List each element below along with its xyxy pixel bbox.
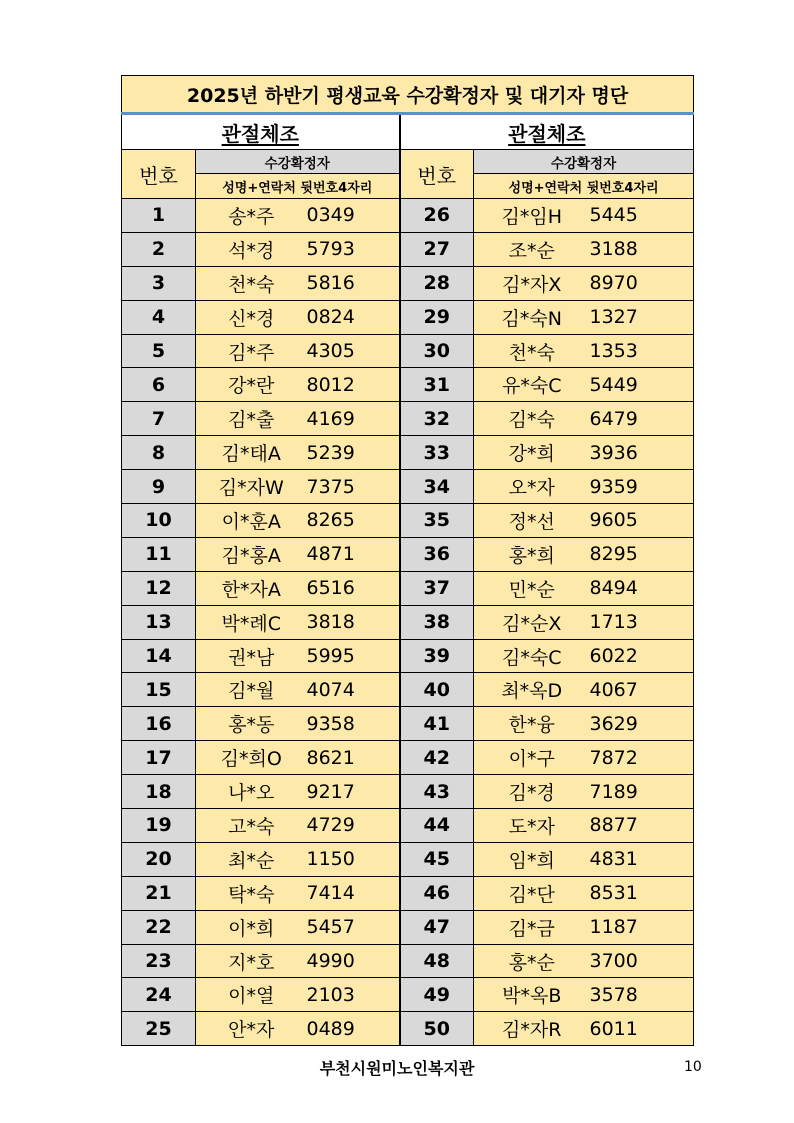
member-name bbox=[196, 1012, 307, 1046]
row-number: 27 bbox=[400, 232, 474, 266]
member-name-text: 최*옥D bbox=[501, 680, 563, 703]
member-name-text: 박*례C bbox=[221, 612, 281, 635]
phone-last4: 5457 bbox=[307, 910, 400, 944]
member-name bbox=[196, 876, 307, 910]
row-number: 9 bbox=[122, 470, 196, 504]
table-row bbox=[122, 368, 694, 402]
phone-last4: 8265 bbox=[307, 504, 400, 538]
member-name bbox=[474, 944, 590, 978]
member-name bbox=[474, 504, 590, 538]
right-info-header: 성명+연락처 뒷번호4자리 bbox=[474, 174, 694, 199]
row-number: 16 bbox=[122, 707, 196, 741]
row-number: 24 bbox=[122, 978, 196, 1012]
member-name bbox=[196, 605, 307, 639]
row-number: 48 bbox=[400, 944, 474, 978]
phone-last4: 0489 bbox=[307, 1012, 400, 1046]
phone-last4: 6011 bbox=[590, 1012, 694, 1046]
member-name-text: 정*선 bbox=[508, 510, 555, 533]
row-number: 35 bbox=[400, 504, 474, 538]
row-number: 15 bbox=[122, 673, 196, 707]
member-name-text: 김*순X bbox=[502, 612, 562, 635]
row-number: 34 bbox=[400, 470, 474, 504]
row-number: 37 bbox=[400, 571, 474, 605]
member-name bbox=[196, 402, 307, 436]
right-number-header: 번호 bbox=[400, 150, 474, 199]
member-name-text: 김*숙 bbox=[508, 409, 555, 432]
member-name-text: 임*희 bbox=[508, 849, 555, 872]
table-row bbox=[122, 910, 694, 944]
phone-last4: 7872 bbox=[590, 741, 694, 775]
table-row bbox=[122, 809, 694, 843]
row-number: 39 bbox=[400, 639, 474, 673]
row-number: 5 bbox=[122, 334, 196, 368]
member-name bbox=[196, 673, 307, 707]
phone-last4: 6479 bbox=[590, 402, 694, 436]
row-number: 32 bbox=[400, 402, 474, 436]
phone-last4: 5449 bbox=[590, 368, 694, 402]
row-number: 14 bbox=[122, 639, 196, 673]
member-name-text: 신*경 bbox=[228, 307, 275, 330]
row-number: 19 bbox=[122, 809, 196, 843]
table-row bbox=[122, 199, 694, 233]
member-name-text: 이*열 bbox=[228, 985, 275, 1008]
row-number: 12 bbox=[122, 571, 196, 605]
member-name bbox=[474, 571, 590, 605]
member-name-text: 오*자 bbox=[508, 477, 555, 500]
row-number: 7 bbox=[122, 402, 196, 436]
table-row bbox=[122, 334, 694, 368]
member-name-text: 강*란 bbox=[228, 375, 275, 398]
member-name-text: 김*임H bbox=[501, 205, 562, 228]
member-name bbox=[474, 334, 590, 368]
member-name bbox=[474, 300, 590, 334]
phone-last4: 4305 bbox=[307, 334, 400, 368]
member-name-text: 한*자A bbox=[221, 578, 281, 601]
member-name bbox=[196, 639, 307, 673]
member-name-text: 민*순 bbox=[508, 578, 555, 601]
member-name-text: 홍*순 bbox=[508, 951, 555, 974]
member-name bbox=[474, 876, 590, 910]
member-name bbox=[196, 775, 307, 809]
row-number: 18 bbox=[122, 775, 196, 809]
phone-last4: 8295 bbox=[590, 537, 694, 571]
member-name-text: 천*숙 bbox=[228, 273, 275, 296]
row-number: 29 bbox=[400, 300, 474, 334]
phone-last4: 3700 bbox=[590, 944, 694, 978]
member-name-text: 강*희 bbox=[508, 443, 555, 466]
row-number: 40 bbox=[400, 673, 474, 707]
phone-last4: 7189 bbox=[590, 775, 694, 809]
phone-last4: 4729 bbox=[307, 809, 400, 843]
member-name-text: 한*융 bbox=[508, 714, 555, 737]
row-number: 46 bbox=[400, 876, 474, 910]
left-info-header: 성명+연락처 뒷번호4자리 bbox=[196, 174, 400, 199]
member-name bbox=[196, 741, 307, 775]
table-row bbox=[122, 944, 694, 978]
member-name bbox=[474, 741, 590, 775]
phone-last4: 6022 bbox=[590, 639, 694, 673]
row-number: 30 bbox=[400, 334, 474, 368]
row-number: 33 bbox=[400, 436, 474, 470]
member-name bbox=[196, 470, 307, 504]
member-name-text: 김*홍A bbox=[221, 544, 281, 567]
row-number: 25 bbox=[122, 1012, 196, 1046]
phone-last4: 7375 bbox=[307, 470, 400, 504]
row-number: 28 bbox=[400, 266, 474, 300]
right-confirmed-header: 수강확정자 bbox=[474, 150, 694, 174]
row-number: 47 bbox=[400, 910, 474, 944]
row-number: 45 bbox=[400, 842, 474, 876]
phone-last4: 8970 bbox=[590, 266, 694, 300]
phone-last4: 1327 bbox=[590, 300, 694, 334]
row-number: 31 bbox=[400, 368, 474, 402]
member-name-text: 이*훈A bbox=[221, 510, 281, 533]
member-name-text: 김*자R bbox=[502, 1019, 562, 1042]
member-name bbox=[474, 199, 590, 233]
phone-last4: 0824 bbox=[307, 300, 400, 334]
phone-last4: 3818 bbox=[307, 605, 400, 639]
table-row bbox=[122, 232, 694, 266]
table-row bbox=[122, 436, 694, 470]
member-name bbox=[474, 232, 590, 266]
member-name bbox=[196, 571, 307, 605]
member-name-text: 김*금 bbox=[508, 917, 555, 940]
row-number: 43 bbox=[400, 775, 474, 809]
member-name bbox=[196, 910, 307, 944]
member-name-text: 송*주 bbox=[228, 205, 275, 228]
phone-last4: 5793 bbox=[307, 232, 400, 266]
phone-last4: 1150 bbox=[307, 842, 400, 876]
member-name bbox=[474, 978, 590, 1012]
member-name bbox=[474, 436, 590, 470]
row-number: 2 bbox=[122, 232, 196, 266]
table-row bbox=[122, 605, 694, 639]
row-number: 44 bbox=[400, 809, 474, 843]
member-name-text: 홍*희 bbox=[508, 544, 555, 567]
row-number: 17 bbox=[122, 741, 196, 775]
row-number: 23 bbox=[122, 944, 196, 978]
member-name-text: 김*경 bbox=[508, 782, 555, 805]
member-name bbox=[474, 707, 590, 741]
member-name-text: 김*자X bbox=[502, 273, 562, 296]
table-row bbox=[122, 673, 694, 707]
phone-last4: 3629 bbox=[590, 707, 694, 741]
phone-last4: 0349 bbox=[307, 199, 400, 233]
phone-last4: 1713 bbox=[590, 605, 694, 639]
phone-last4: 6516 bbox=[307, 571, 400, 605]
member-name bbox=[474, 910, 590, 944]
member-name bbox=[474, 639, 590, 673]
member-name-text: 김*자W bbox=[218, 477, 284, 500]
member-name-text: 박*옥B bbox=[502, 985, 562, 1008]
member-name-text: 김*태A bbox=[221, 443, 281, 466]
table-row bbox=[122, 266, 694, 300]
member-name bbox=[196, 809, 307, 843]
row-number: 4 bbox=[122, 300, 196, 334]
phone-last4: 1187 bbox=[590, 910, 694, 944]
phone-last4: 8494 bbox=[590, 571, 694, 605]
member-name-text: 조*순 bbox=[508, 239, 555, 262]
table-row bbox=[122, 470, 694, 504]
phone-last4: 7414 bbox=[307, 876, 400, 910]
member-name bbox=[474, 402, 590, 436]
row-number: 49 bbox=[400, 978, 474, 1012]
member-name bbox=[196, 436, 307, 470]
document-title: 2025년 하반기 평생교육 수강확정자 및 대기자 명단 bbox=[122, 76, 694, 114]
table-row bbox=[122, 537, 694, 571]
member-name-text: 김*숙N bbox=[501, 307, 562, 330]
left-group-label: 관절체조 bbox=[221, 121, 299, 146]
member-name bbox=[196, 707, 307, 741]
member-name-text: 김*주 bbox=[228, 341, 275, 364]
member-name bbox=[196, 504, 307, 538]
member-name bbox=[474, 1012, 590, 1046]
table-row bbox=[122, 504, 694, 538]
member-name-text: 안*자 bbox=[228, 1019, 275, 1042]
member-name bbox=[196, 944, 307, 978]
table-row bbox=[122, 741, 694, 775]
member-name-text: 김*희O bbox=[220, 748, 282, 771]
member-name-text: 김*숙C bbox=[502, 646, 562, 669]
row-number: 8 bbox=[122, 436, 196, 470]
row-number: 3 bbox=[122, 266, 196, 300]
member-name bbox=[474, 266, 590, 300]
phone-last4: 4871 bbox=[307, 537, 400, 571]
phone-last4: 4990 bbox=[307, 944, 400, 978]
left-confirmed-header: 수강확정자 bbox=[196, 150, 400, 174]
phone-last4: 4074 bbox=[307, 673, 400, 707]
phone-last4: 9605 bbox=[590, 504, 694, 538]
member-name bbox=[196, 300, 307, 334]
row-number: 38 bbox=[400, 605, 474, 639]
right-group-label: 관절체조 bbox=[508, 121, 586, 146]
row-number: 6 bbox=[122, 368, 196, 402]
member-name-text: 탁*숙 bbox=[228, 883, 275, 906]
member-name-text: 이*희 bbox=[228, 917, 275, 940]
member-name-text: 유*숙C bbox=[502, 375, 562, 398]
table-row bbox=[122, 775, 694, 809]
member-name bbox=[196, 199, 307, 233]
phone-last4: 8877 bbox=[590, 809, 694, 843]
row-number: 26 bbox=[400, 199, 474, 233]
organization-footer: 부천시원미노인복지관 bbox=[319, 1059, 475, 1078]
member-name bbox=[474, 470, 590, 504]
phone-last4: 3188 bbox=[590, 232, 694, 266]
member-name-text: 최*순 bbox=[228, 849, 275, 872]
phone-last4: 4169 bbox=[307, 402, 400, 436]
row-number: 10 bbox=[122, 504, 196, 538]
phone-last4: 3936 bbox=[590, 436, 694, 470]
row-number: 42 bbox=[400, 741, 474, 775]
phone-last4: 8012 bbox=[307, 368, 400, 402]
row-number: 50 bbox=[400, 1012, 474, 1046]
member-name-text: 홍*동 bbox=[228, 714, 275, 737]
row-number: 21 bbox=[122, 876, 196, 910]
member-name-text: 김*단 bbox=[508, 883, 555, 906]
phone-last4: 9358 bbox=[307, 707, 400, 741]
right-group-heading bbox=[400, 114, 694, 150]
left-number-header: 번호 bbox=[122, 150, 196, 199]
member-name bbox=[474, 673, 590, 707]
member-name bbox=[474, 809, 590, 843]
table-row bbox=[122, 639, 694, 673]
row-number: 41 bbox=[400, 707, 474, 741]
row-number: 11 bbox=[122, 537, 196, 571]
member-name-text: 이*구 bbox=[508, 748, 555, 771]
member-name bbox=[196, 334, 307, 368]
member-name-text: 도*자 bbox=[508, 815, 555, 838]
member-name bbox=[196, 266, 307, 300]
row-number: 22 bbox=[122, 910, 196, 944]
row-number: 13 bbox=[122, 605, 196, 639]
member-name-text: 고*숙 bbox=[228, 815, 275, 838]
left-group-heading bbox=[122, 114, 400, 150]
page-number: 10 bbox=[684, 1059, 702, 1075]
row-number: 1 bbox=[122, 199, 196, 233]
table-row bbox=[122, 300, 694, 334]
member-name bbox=[196, 978, 307, 1012]
phone-last4: 2103 bbox=[307, 978, 400, 1012]
phone-last4: 9359 bbox=[590, 470, 694, 504]
table-row bbox=[122, 571, 694, 605]
member-name bbox=[196, 537, 307, 571]
phone-last4: 5239 bbox=[307, 436, 400, 470]
enrollment-table bbox=[121, 75, 694, 1046]
member-name-text: 권*남 bbox=[228, 646, 275, 669]
table-row bbox=[122, 707, 694, 741]
member-name bbox=[474, 775, 590, 809]
member-name-text: 나*오 bbox=[228, 782, 275, 805]
phone-last4: 5995 bbox=[307, 639, 400, 673]
member-name bbox=[474, 368, 590, 402]
row-number: 20 bbox=[122, 842, 196, 876]
phone-last4: 4831 bbox=[590, 842, 694, 876]
member-name-text: 지*호 bbox=[228, 951, 275, 974]
phone-last4: 5445 bbox=[590, 199, 694, 233]
member-name-text: 김*출 bbox=[228, 409, 275, 432]
phone-last4: 9217 bbox=[307, 775, 400, 809]
table-row bbox=[122, 978, 694, 1012]
member-name bbox=[196, 232, 307, 266]
phone-last4: 8531 bbox=[590, 876, 694, 910]
table-row bbox=[122, 842, 694, 876]
member-name bbox=[474, 537, 590, 571]
table-row bbox=[122, 402, 694, 436]
member-name bbox=[196, 368, 307, 402]
member-name bbox=[196, 842, 307, 876]
member-name-text: 김*월 bbox=[228, 680, 275, 703]
phone-last4: 4067 bbox=[590, 673, 694, 707]
phone-last4: 3578 bbox=[590, 978, 694, 1012]
member-name-text: 석*경 bbox=[228, 239, 275, 262]
member-name bbox=[474, 605, 590, 639]
phone-last4: 5816 bbox=[307, 266, 400, 300]
member-name bbox=[474, 842, 590, 876]
row-number: 36 bbox=[400, 537, 474, 571]
phone-last4: 1353 bbox=[590, 334, 694, 368]
phone-last4: 8621 bbox=[307, 741, 400, 775]
member-name-text: 천*숙 bbox=[508, 341, 555, 364]
table-row bbox=[122, 1012, 694, 1046]
table-row bbox=[122, 876, 694, 910]
